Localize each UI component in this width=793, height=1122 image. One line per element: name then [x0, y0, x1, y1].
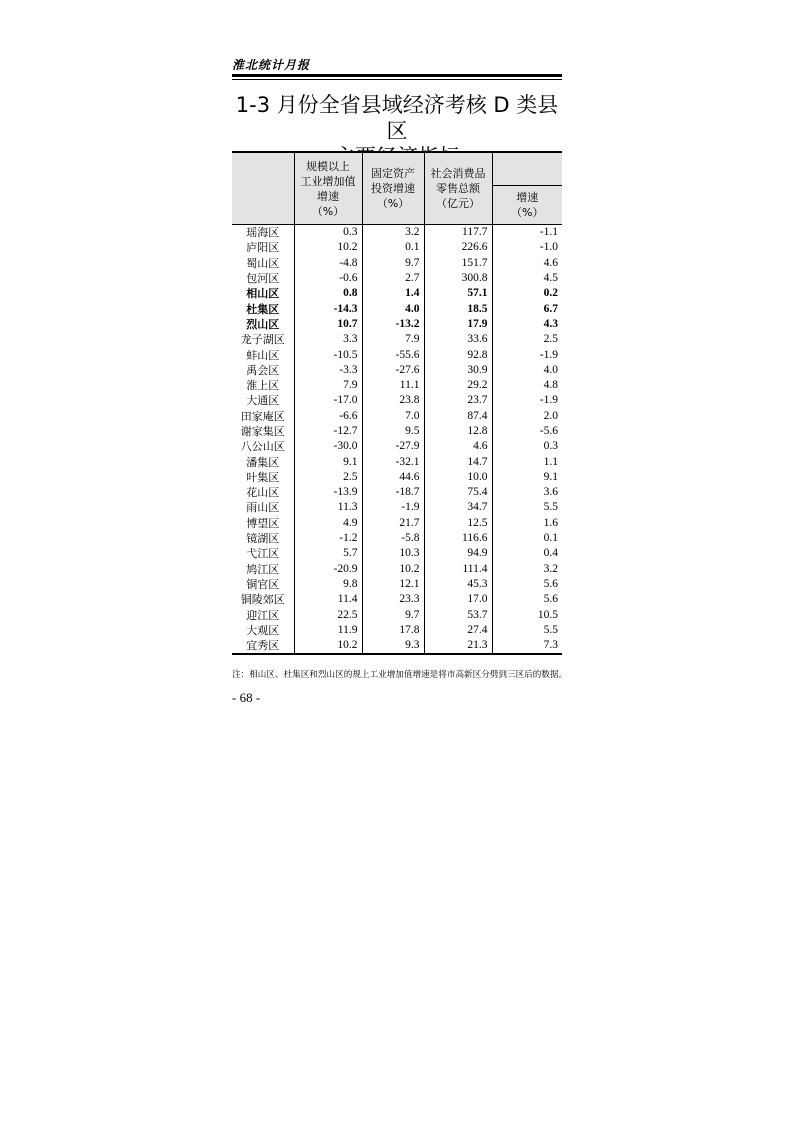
table-row	[232, 500, 562, 515]
cell-region: 瑶海区	[246, 226, 280, 240]
cell-industry-growth: -6.6	[294, 409, 362, 424]
cell-region: 宜秀区	[232, 638, 294, 654]
cell-retail-total: 27.4	[424, 623, 492, 638]
header-rule-thick	[232, 74, 562, 77]
cell-retail-total: 17.9	[424, 317, 492, 332]
header-region	[232, 152, 294, 225]
title-line-1: 1-3 月份全省县域经济考核 D 类县区	[235, 93, 559, 143]
page-number: - 68 -	[232, 690, 261, 705]
cell-industry-growth: -3.3	[294, 363, 362, 378]
cell-investment-growth: 12.1	[362, 577, 424, 592]
cell-region: 潘集区	[246, 455, 280, 469]
table-row	[232, 577, 562, 592]
cell-investment-growth: 11.1	[362, 378, 424, 393]
cell-retail-growth: 3.6	[492, 485, 562, 500]
table-row	[232, 439, 562, 454]
cell-retail-growth: 5.5	[492, 623, 562, 638]
cell-investment-growth: 4.0	[362, 301, 424, 316]
cell-retail-growth: 1.1	[492, 454, 562, 469]
cell-investment-growth: -32.1	[362, 454, 424, 469]
cell-retail-total: 14.7	[424, 454, 492, 469]
cell-industry-growth: 11.3	[294, 500, 362, 515]
table-row	[232, 562, 562, 577]
table-row	[232, 485, 562, 500]
cell-retail-growth: -1.0	[492, 240, 562, 255]
table-body	[232, 225, 562, 655]
cell-retail-growth: -1.9	[492, 393, 562, 408]
cell-industry-growth: 11.9	[294, 623, 362, 638]
cell-industry-growth: -13.9	[294, 485, 362, 500]
table-row	[232, 623, 562, 638]
cell-investment-growth: 21.7	[362, 516, 424, 531]
table-row	[232, 393, 562, 408]
cell-region: 弋江区	[246, 547, 280, 561]
cell-industry-growth: 10.7	[294, 317, 362, 332]
table-row	[232, 317, 562, 332]
cell-retail-growth: 6.7	[492, 301, 562, 316]
cell-investment-growth: 2.7	[362, 271, 424, 286]
cell-region: 大观区	[246, 623, 280, 637]
cell-investment-growth: 23.8	[362, 393, 424, 408]
cell-region: 鸠江区	[246, 562, 280, 576]
cell-retail-total: 45.3	[424, 577, 492, 592]
cell-industry-growth: -0.6	[294, 271, 362, 286]
cell-retail-growth: 5.6	[492, 577, 562, 592]
table-row	[232, 332, 562, 347]
cell-investment-growth: 7.9	[362, 332, 424, 347]
cell-region: 淮上区	[246, 379, 280, 393]
table-row	[232, 225, 562, 241]
cell-industry-growth: 7.9	[294, 378, 362, 393]
cell-industry-growth: -12.7	[294, 424, 362, 439]
cell-retail-total: 21.3	[424, 638, 492, 654]
cell-region: 镜湖区	[246, 532, 280, 546]
cell-retail-growth: -1.9	[492, 347, 562, 362]
header-investment-growth: 固定资产 投资增速 （%）	[362, 152, 424, 225]
table-row	[232, 531, 562, 546]
cell-retail-growth: 4.5	[492, 271, 562, 286]
cell-retail-total: 226.6	[424, 240, 492, 255]
cell-industry-growth: 22.5	[294, 607, 362, 622]
table-row	[232, 454, 562, 469]
header-industry-growth: 规模以上 工业增加值 增速 （%）	[294, 152, 362, 225]
cell-investment-growth: -1.9	[362, 500, 424, 515]
cell-retail-total: 116.6	[424, 531, 492, 546]
cell-industry-growth: 10.2	[294, 638, 362, 654]
cell-retail-total: 12.8	[424, 424, 492, 439]
header-retail-growth: 增速 （%）	[492, 186, 562, 225]
cell-region: 铜陵郊区	[240, 593, 285, 607]
table-row	[232, 378, 562, 393]
table-row	[232, 470, 562, 485]
cell-industry-growth: 0.8	[294, 286, 362, 301]
cell-industry-growth: -17.0	[294, 393, 362, 408]
cell-investment-growth: 1.4	[362, 286, 424, 301]
cell-industry-growth: 4.9	[294, 516, 362, 531]
cell-region: 蚌山区	[246, 348, 280, 362]
cell-retail-growth: 0.1	[492, 531, 562, 546]
cell-retail-growth: 5.5	[492, 500, 562, 515]
cell-industry-growth: -1.2	[294, 531, 362, 546]
table-row	[232, 286, 562, 301]
cell-retail-growth: 10.5	[492, 607, 562, 622]
cell-region: 相山区	[246, 287, 280, 301]
table-row	[232, 240, 562, 255]
cell-retail-total: 87.4	[424, 409, 492, 424]
cell-retail-growth: 3.2	[492, 562, 562, 577]
cell-retail-growth: 9.1	[492, 470, 562, 485]
cell-retail-total: 12.5	[424, 516, 492, 531]
cell-region: 田家庵区	[240, 409, 285, 423]
cell-investment-growth: 9.7	[362, 256, 424, 271]
table-row	[232, 424, 562, 439]
cell-retail-total: 23.7	[424, 393, 492, 408]
cell-retail-total: 300.8	[424, 271, 492, 286]
header-retail-spacer	[492, 152, 562, 186]
table-row	[232, 271, 562, 286]
cell-retail-growth: 4.6	[492, 256, 562, 271]
cell-industry-growth: 10.2	[294, 240, 362, 255]
cell-investment-growth: 9.7	[362, 607, 424, 622]
cell-industry-growth: 2.5	[294, 470, 362, 485]
cell-region: 大通区	[246, 394, 280, 408]
cell-region: 迎江区	[246, 608, 280, 622]
cell-industry-growth: 3.3	[294, 332, 362, 347]
cell-industry-growth: -4.8	[294, 256, 362, 271]
cell-retail-total: 10.0	[424, 470, 492, 485]
cell-region: 烈山区	[246, 317, 280, 331]
cell-retail-total: 75.4	[424, 485, 492, 500]
footnote: 注：相山区、杜集区和烈山区的规上工业增加值增速是将市高新区分劈到三区后的数据。	[232, 670, 568, 680]
cell-investment-growth: 23.3	[362, 592, 424, 607]
table-row	[232, 607, 562, 622]
publication-name: 淮北统计月报	[232, 58, 311, 72]
cell-investment-growth: 7.0	[362, 409, 424, 424]
cell-retail-total: 111.4	[424, 562, 492, 577]
cell-retail-growth: 4.8	[492, 378, 562, 393]
cell-investment-growth: -5.8	[362, 531, 424, 546]
cell-region: 叶集区	[246, 470, 280, 484]
cell-retail-total: 151.7	[424, 256, 492, 271]
table-row	[232, 592, 562, 607]
cell-region: 禹会区	[246, 363, 280, 377]
cell-region: 蜀山区	[246, 256, 280, 270]
cell-retail-total: 17.0	[424, 592, 492, 607]
header-rule-thin	[232, 79, 562, 80]
cell-region: 包河区	[246, 272, 280, 286]
table-row	[232, 546, 562, 561]
cell-region: 谢家集区	[240, 425, 285, 438]
cell-retail-total: 117.7	[424, 225, 492, 241]
cell-investment-growth: -27.9	[362, 439, 424, 454]
cell-investment-growth: 10.2	[362, 562, 424, 577]
cell-retail-growth: -5.6	[492, 424, 562, 439]
table-row	[232, 409, 562, 424]
cell-industry-growth: 0.3	[294, 225, 362, 241]
cell-region: 庐阳区	[246, 241, 280, 255]
cell-retail-growth: -1.1	[492, 225, 562, 241]
cell-investment-growth: -55.6	[362, 347, 424, 362]
cell-retail-growth: 2.5	[492, 332, 562, 347]
cell-investment-growth: -13.2	[362, 317, 424, 332]
cell-retail-growth: 0.3	[492, 439, 562, 454]
cell-region: 八公山区	[240, 440, 285, 454]
cell-investment-growth: 9.3	[362, 638, 424, 654]
cell-retail-total: 18.5	[424, 301, 492, 316]
cell-industry-growth: -30.0	[294, 439, 362, 454]
cell-industry-growth: -20.9	[294, 562, 362, 577]
cell-investment-growth: 3.2	[362, 225, 424, 241]
cell-retail-total: 53.7	[424, 607, 492, 622]
cell-investment-growth: 10.3	[362, 546, 424, 561]
cell-retail-total: 29.2	[424, 378, 492, 393]
cell-retail-growth: 0.2	[492, 286, 562, 301]
cell-retail-growth: 4.3	[492, 317, 562, 332]
table-row	[232, 256, 562, 271]
table-row	[232, 516, 562, 531]
header-retail-total: 社会消费品 零售总额 （亿元）	[424, 152, 492, 225]
cell-region: 雨山区	[246, 501, 280, 515]
cell-retail-total: 30.9	[424, 363, 492, 378]
cell-retail-total: 4.6	[424, 439, 492, 454]
cell-region: 铜官区	[246, 577, 280, 591]
cell-industry-growth: 9.1	[294, 454, 362, 469]
cell-retail-growth: 7.3	[492, 638, 562, 654]
cell-retail-growth: 4.0	[492, 363, 562, 378]
cell-retail-total: 94.9	[424, 546, 492, 561]
cell-retail-total: 92.8	[424, 347, 492, 362]
cell-investment-growth: 9.5	[362, 424, 424, 439]
cell-investment-growth: -18.7	[362, 485, 424, 500]
cell-retail-total: 57.1	[424, 286, 492, 301]
cell-industry-growth: 5.7	[294, 546, 362, 561]
cell-retail-growth: 2.0	[492, 409, 562, 424]
cell-investment-growth: 17.8	[362, 623, 424, 638]
cell-retail-growth: 0.4	[492, 546, 562, 561]
cell-region: 花山区	[246, 486, 280, 500]
cell-industry-growth: -10.5	[294, 347, 362, 362]
cell-region: 博望区	[246, 516, 280, 530]
cell-region: 龙子湖区	[240, 333, 285, 347]
table-row	[232, 638, 562, 654]
cell-industry-growth: -14.3	[294, 301, 362, 316]
cell-investment-growth: -27.6	[362, 363, 424, 378]
cell-investment-growth: 44.6	[362, 470, 424, 485]
cell-industry-growth: 11.4	[294, 592, 362, 607]
cell-retail-total: 34.7	[424, 500, 492, 515]
cell-region: 杜集区	[246, 302, 280, 316]
table-row	[232, 301, 562, 316]
cell-retail-growth: 5.6	[492, 592, 562, 607]
cell-retail-total: 33.6	[424, 332, 492, 347]
table-row	[232, 347, 562, 362]
cell-investment-growth: 0.1	[362, 240, 424, 255]
cell-industry-growth: 9.8	[294, 577, 362, 592]
indicator-table	[232, 151, 562, 655]
table-row	[232, 363, 562, 378]
cell-retail-growth: 1.6	[492, 516, 562, 531]
